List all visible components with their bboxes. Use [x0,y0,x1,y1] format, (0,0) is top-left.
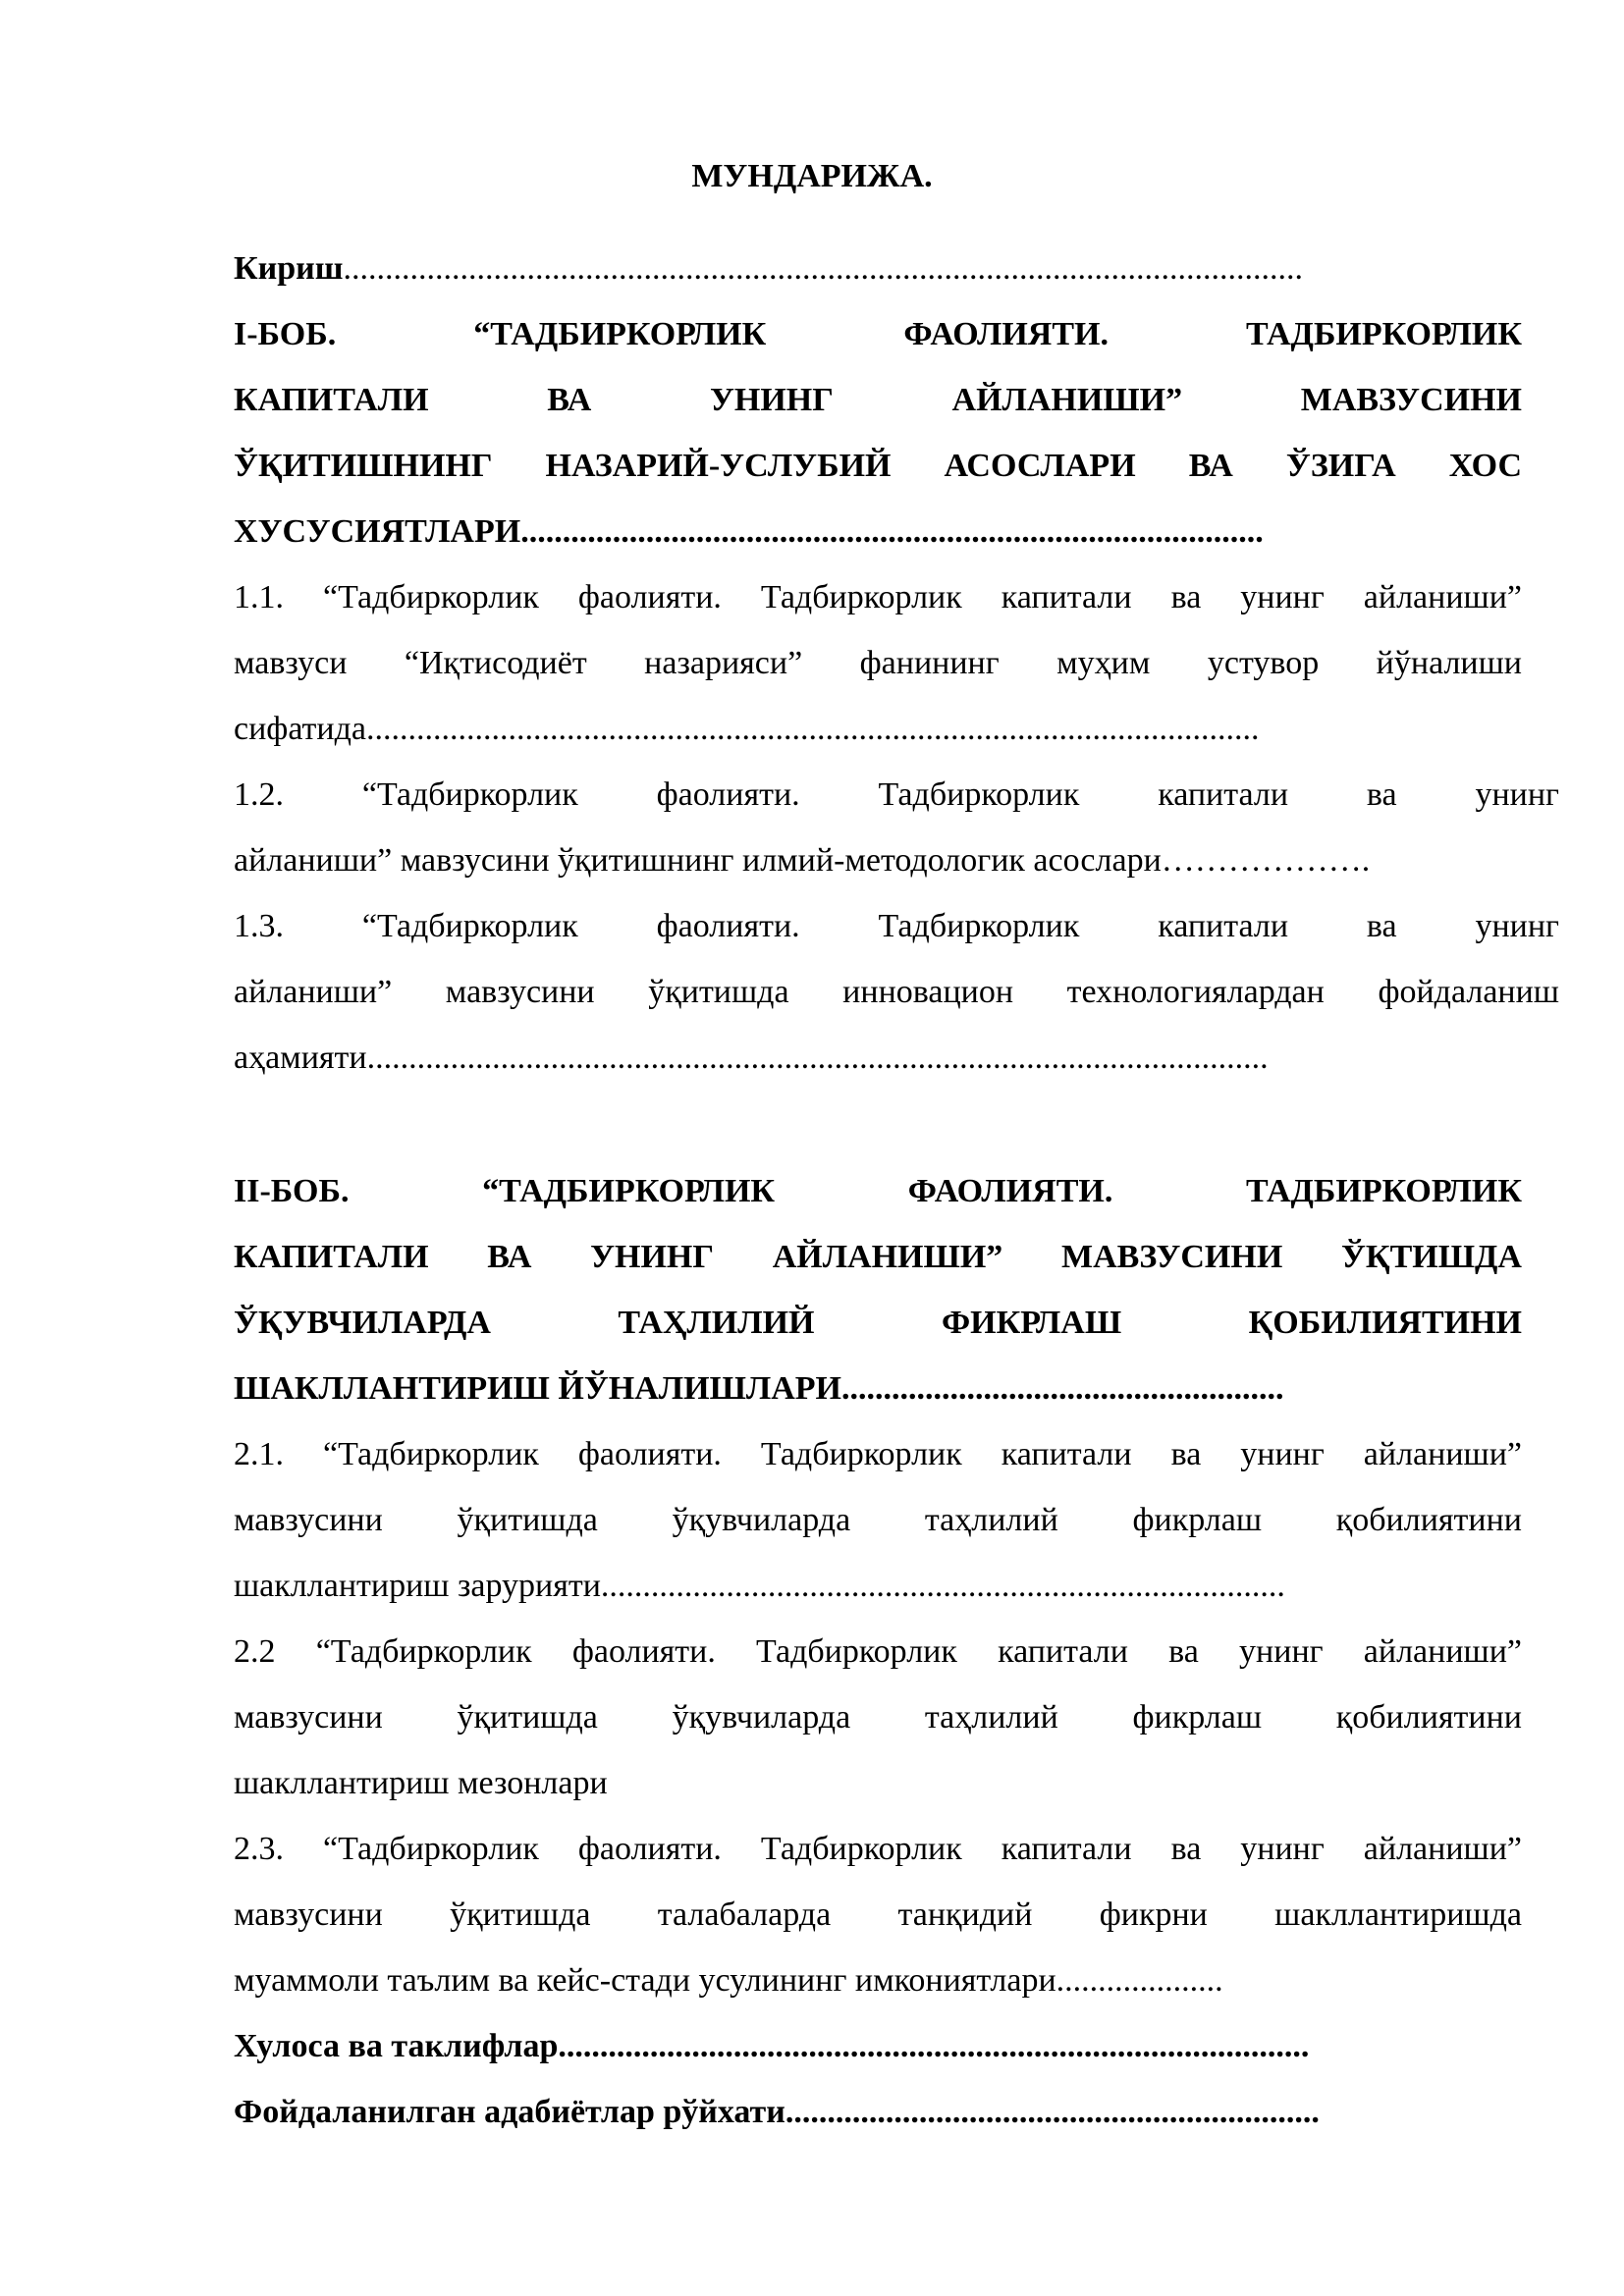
toc-chapter1-line3: ЎҚИТИШНИНГ НАЗАРИЙ-УСЛУБИЙ АСОСЛАРИ ВА ЎЗИГА ХОС [234,448,1522,484]
toc-s2-3-line2: мавзусини ўқитишда талабаларда танқидий фикрни шакллантиришда [234,1896,1522,1933]
toc-s1-1-line1: 1.1. “Тадбиркорлик фаолияти. Тадбиркорлик капитали ва унинг айланиши” [234,579,1522,615]
toc-chapter2-line4: ШАКЛЛАНТИРИШ ЙЎНАЛИШЛАРИ..................................................... [234,1370,1284,1407]
toc-s2-2-line2: мавзусини ўқитишда ўқувчиларда таҳлилий фикрлаш қобилиятини [234,1699,1522,1735]
toc-s1-1-line2: мавзуси “Иқтисодиёт назарияси” фанининг муҳим устувор йўналиши [234,645,1522,681]
toc-intro-dots: ................................................................................................................... [343,250,1303,287]
toc-s1-2-line2: айланиши” мавзусини ўқитишнинг илмий-методологик асослари………………. [234,842,1371,879]
toc-chapter1-line2: КАПИТАЛИ ВА УНИНГ АЙЛАНИШИ” МАВЗУСИНИ [234,382,1522,418]
toc-s1-1-line3: сифатида........................................................................................................... [234,711,1260,747]
toc-part-2 [234,1158,1522,2145]
toc-s2-2-line1: 2.2 “Тадбиркорлик фаолияти. Тадбиркорлик капитали ва унинг айланиши” [234,1633,1522,1670]
toc-s2-1-line1: 2.1. “Тадбиркорлик фаолияти. Тадбиркорлик капитали ва унинг айланиши” [234,1436,1522,1472]
toc-s2-1-line2: мавзусини ўқитишда ўқувчиларда таҳлилий фикрлаш қобилиятини [234,1502,1522,1538]
toc-s1-3-line2: айланиши” мавзусини ўқитишда инновацион технологиялардан фойдаланиш [234,974,1559,1010]
toc-chapter2-line3: ЎҚУВЧИЛАРДА ТАҲЛИЛИЙ ФИКРЛАШ ҚОБИЛИЯТИНИ [234,1305,1522,1341]
page-title: МУНДАРИЖА. [691,158,933,194]
toc-s2-3-line3: муаммоли таълим ва кейс-стади усулининг имкониятлари.................... [234,1962,1223,1999]
toc-intro-label: Кириш [234,250,344,287]
toc-chapter2-line1: II-БОБ. “ТАДБИРКОРЛИК ФАОЛИЯТИ. ТАДБИРКОРЛИК [234,1173,1522,1209]
toc-s1-3-line1: 1.3. “Тадбиркорлик фаолияти. Тадбиркорлик капитали ва унинг [234,908,1559,944]
toc-part-1 [234,236,1559,1091]
toc-s2-2-line3: шакллантириш мезонлари [234,1765,608,1801]
toc-s1-2-line1: 1.2. “Тадбиркорлик фаолияти. Тадбиркорлик капитали ва унинг [234,776,1559,813]
toc-chapter1-line4: ХУСУСИЯТЛАРИ......................................................................................... [234,513,1264,550]
toc-s1-3-line3: аҳамияти............................................................................................................ [234,1040,1269,1076]
toc-conclusion: Хулоса ва таклифлар.......................................................................................... [234,2028,1310,2064]
toc-s2-1-line3: шакллантириш зарурияти.................................................................................. [234,1568,1285,1604]
toc-references: Фойдаланилган адабиётлар рўйхати................................................................ [234,2094,1320,2130]
toc-s2-3-line1: 2.3. “Тадбиркорлик фаолияти. Тадбиркорлик капитали ва унинг айланиши” [234,1831,1522,1867]
toc-intro [234,236,1522,301]
toc-chapter1-line1: I-БОБ. “ТАДБИРКОРЛИК ФАОЛИЯТИ. ТАДБИРКОРЛИК [234,316,1522,352]
toc-chapter2-line2: КАПИТАЛИ ВА УНИНГ АЙЛАНИШИ” МАВЗУСИНИ ЎҚТИШДА [234,1239,1522,1275]
